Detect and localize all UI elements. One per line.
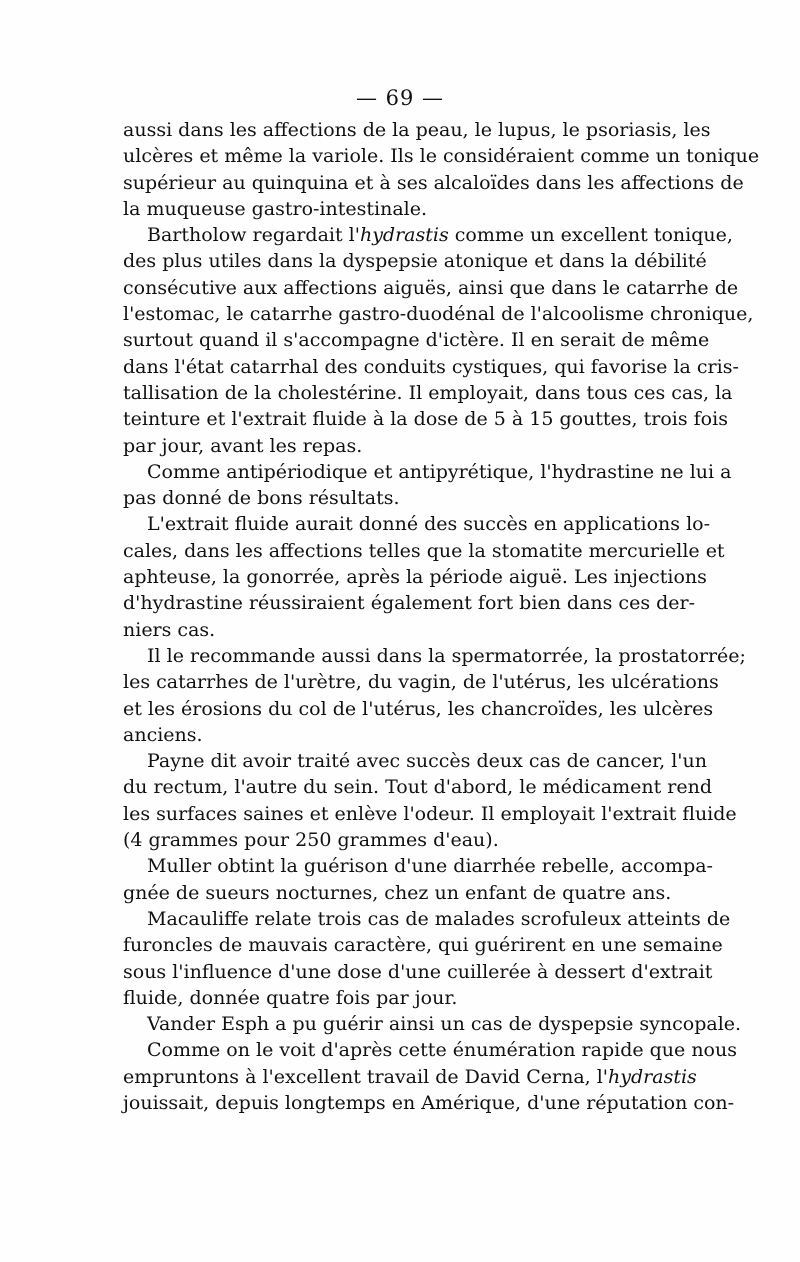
text-line [123,1064,697,1090]
text-line [123,485,679,511]
text-line [123,774,712,800]
text-line [123,722,679,748]
text-segment: l'estomac, le catarrhe gastro-duodénal de l'alcoolisme chronique, [123,303,754,326]
text-segment: Bartholow regardait l' [147,224,360,247]
text-segment: aussi dans les affections de la peau, le lupus, le psoriasis, les [123,119,711,141]
text-line [123,801,737,827]
text-segment: Comme antipériodique et antipyrétique, l'hydrastine ne lui a [147,460,732,483]
text-line [123,433,679,459]
text-line [123,222,733,248]
text-segment: et les érosions du col de l'utérus, les chancroïdes, les ulcères [123,697,714,720]
text-line [123,196,679,222]
text-segment: d'hydrastine réussiraient également fort bien dans ces der- [123,592,696,615]
text-segment: Muller obtint la guérison d'une diarrhée rebelle, accompa- [147,855,713,878]
text-segment: consécutive aux affections aiguës, ainsi que dans le catarrhe de [123,276,739,299]
text-line [123,459,732,485]
text-segment: sous l'influence d'une dose d'une cuillerée à dessert d'extrait [123,960,713,983]
text-line [123,932,723,958]
text-segment: les catarrhes de l'urètre, du vagin, de l'utérus, les ulcérations [123,671,719,694]
text-line [123,354,739,380]
text-line [123,327,710,353]
text-segment: (4 grammes pour 250 grammes d'eau). [123,829,499,852]
text-segment: L'extrait fluide aurait donné des succès en applications lo- [147,513,711,536]
text-line [123,590,696,616]
text-segment: supérieur au quinquina et à ses alcaloïdes dans les affections de [123,171,744,194]
text-line [123,748,707,774]
text-line [123,906,731,932]
text-segment: aphteuse, la gonorrée, après la période aiguë. Les injections [123,566,707,589]
text-segment: Comme on le voit d'après cette énumération rapide que nous [147,1039,737,1062]
text-line [123,643,746,669]
text-segment: ulcères et même la variole. Ils le considéraient comme un tonique [123,145,760,168]
text-segment: Payne dit avoir traité avec succès deux cas de cancer, l'un [147,750,707,773]
text-segment: furoncles de mauvais caractère, qui guérirent en une semaine [123,934,723,957]
text-line [123,143,760,169]
text-line [123,248,707,274]
text-segment: Il le recommande aussi dans la spermatorrée, la prostatorrée; [147,644,746,667]
text-line [123,1037,737,1063]
text-line [123,669,719,695]
text-line [123,170,744,196]
text-line [123,538,725,564]
text-segment: comme un excellent tonique, [448,224,733,247]
text-segment: les surfaces saines et enlève l'odeur. Il employait l'extrait fluide [123,802,737,825]
text-line [123,1011,742,1037]
italic-term: hydrastis [359,224,449,247]
text-segment: Macauliffe relate trois cas de malades scrofuleux atteints de [147,907,731,930]
text-segment: fluide, donnée quatre fois par jour. [123,986,458,1009]
text-segment: tallisation de la cholestérine. Il employait, dans tous ces cas, la [123,381,733,404]
text-line [123,380,733,406]
text-line [123,1090,735,1116]
text-segment: gnée de sueurs nocturnes, chez un enfant de quatre ans. [123,881,672,904]
text-line [123,511,711,537]
text-segment: des plus utiles dans la dyspepsie atonique et dans la débilité [123,250,707,273]
text-line [123,617,679,643]
text-line [123,880,679,906]
text-line [123,959,713,985]
text-line [123,275,739,301]
italic-term: hydrastis [608,1065,697,1088]
text-segment: Vander Esph a pu guérir ainsi un cas de dyspepsie syncopale. [147,1013,742,1036]
text-segment: teinture et l'extrait fluide à la dose de 5 à 15 gouttes, trois fois [123,408,728,431]
text-line [123,696,714,722]
text-segment: niers cas. [123,618,216,641]
text-segment: jouissait, depuis longtemps en Amérique, d'une réputation con- [123,1091,735,1114]
body-text [123,117,760,1116]
text-line [123,564,707,590]
text-segment: dans l'état catarrhal des conduits cystiques, qui favorise la cris- [123,355,739,378]
text-line [123,985,679,1011]
text-segment: surtout quand il s'accompagne d'ictère. Il en serait de même [123,329,710,352]
text-segment: la muqueuse gastro-intestinale. [123,197,428,220]
text-segment: du rectum, l'autre du sein. Tout d'abord, le médicament rend [123,776,712,799]
text-segment: anciens. [123,723,203,746]
text-segment: empruntons à l'excellent travail de David Cerna, l' [123,1065,609,1088]
text-segment: par jour, avant les repas. [123,434,363,457]
text-line [123,853,713,879]
text-segment: pas donné de bons résultats. [123,487,400,510]
text-line [123,117,711,143]
text-line [123,827,679,853]
text-segment: cales, dans les affections telles que la stomatite mercurielle et [123,539,725,562]
text-line [123,301,754,327]
page-number: — 69 — [355,86,445,110]
text-line [123,406,728,432]
